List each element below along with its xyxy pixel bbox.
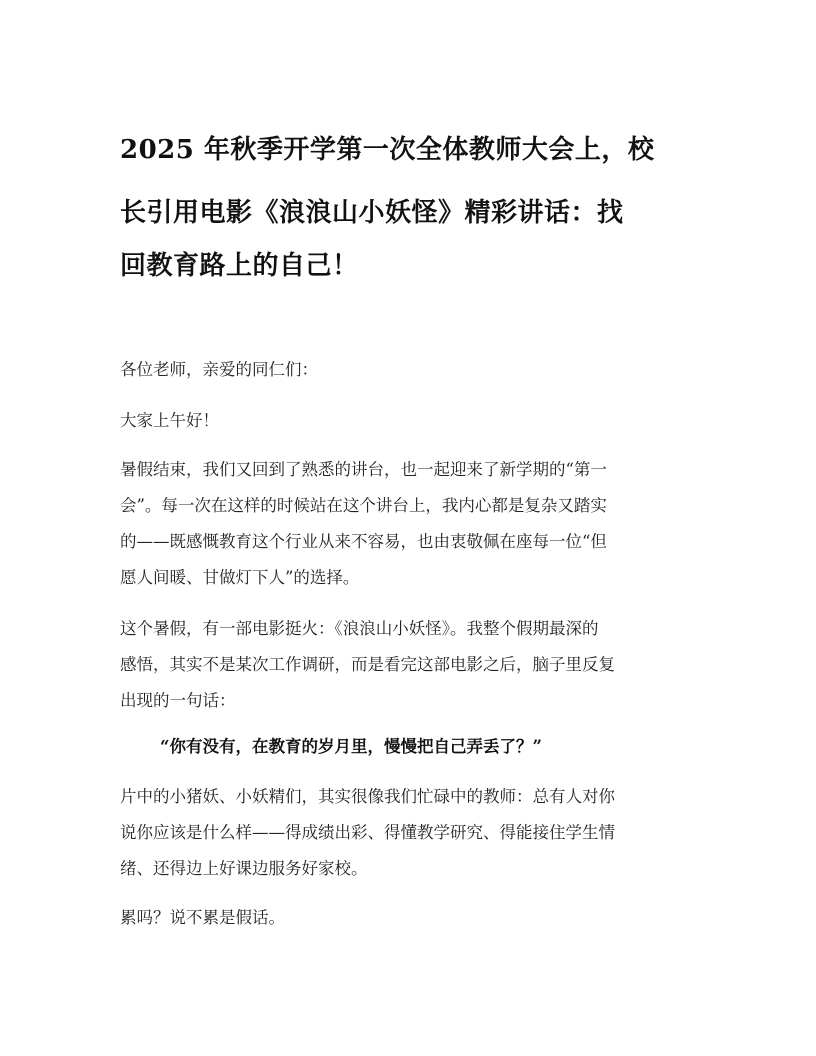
paragraph-line: 片中的小猪妖、小妖精们，其实很像我们忙碌中的教师：总有人对你 (120, 787, 615, 806)
paragraph-line: 出现的一句话： (120, 691, 236, 710)
title-line: 2025 年秋季开学第一次全体教师大会上，校 (120, 135, 655, 165)
paragraph-line: 暑假结束，我们又回到了熟悉的讲台，也一起迎来了新学期的“第一 (120, 460, 607, 479)
paragraph-line: 累吗？说不累是假话。 (120, 908, 285, 927)
paragraph-line: 会”。每一次在这样的时候站在这个讲台上，我内心都是复杂又踏实 (120, 496, 607, 515)
title-line: 长引用电影《浪浪山小妖怪》精彩讲话：找 (120, 198, 624, 228)
greeting: 大家上午好！ (120, 411, 219, 430)
paragraph-line: 说你应该是什么样——得成绩出彩、得懂教学研究、得能接住学生情 (120, 823, 615, 842)
title-line: 回教育路上的自己！ (120, 251, 359, 281)
salutation: 各位老师，亲爱的同仁们： (120, 360, 318, 379)
paragraph-line: 愿人间暖、甘做灯下人”的选择。 (120, 568, 360, 587)
paragraph-line: 这个暑假，有一部电影挺火：《浪浪山小妖怪》。我整个假期最深的 (120, 619, 599, 638)
paragraph-line: 感悟，其实不是某次工作调研，而是看完这部电影之后，脑子里反复 (120, 655, 615, 674)
paragraph-line: 的——既感慨教育这个行业从来不容易，也由衷敬佩在座每一位“但 (120, 532, 607, 551)
highlighted-quote: “你有没有，在教育的岁月里，慢慢把自己弄丢了？” (160, 737, 542, 756)
paragraph-line: 绪、还得边上好课边服务好家校。 (120, 859, 368, 878)
